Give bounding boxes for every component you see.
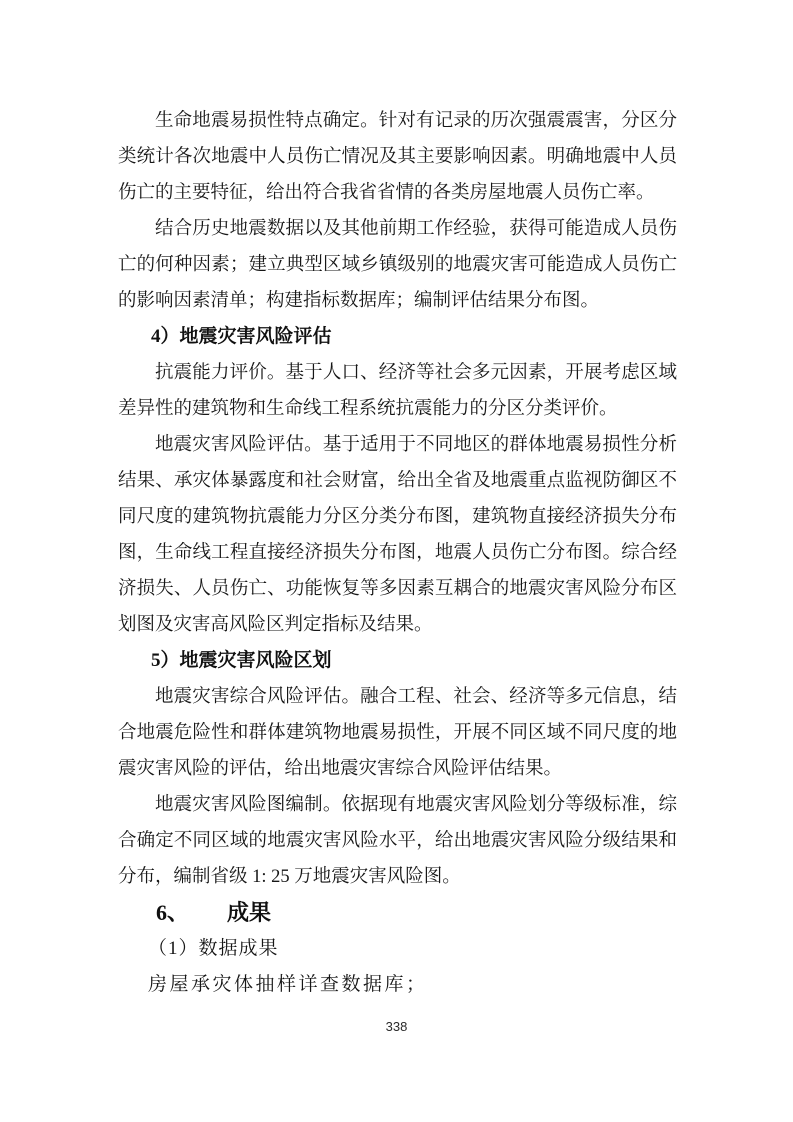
heading-5-earthquake-risk-zoning: 5）地震灾害风险区划 xyxy=(151,650,332,671)
page-content xyxy=(118,103,677,1003)
paragraph-comprehensive-risk-evaluation: 地震灾害综合风险评估。融合工程、社会、经济等多元信息，结合地震危险性和群体建筑物地震易损性，开展不同区域不同尺度的地震灾害风险的评估，给出地震灾害综合风险评估结果。 xyxy=(118,687,677,779)
heading-6-results xyxy=(118,895,677,931)
result-item-building-database: 房屋承灾体抽样详查数据库； xyxy=(148,974,428,995)
subheading-data-results: （1）数据成果 xyxy=(148,938,279,959)
heading-4-earthquake-risk-assessment: 4）地震灾害风险评估 xyxy=(151,326,332,347)
paragraph-risk-map-compilation: 地震灾害风险图编制。依据现有地震灾害风险划分等级标准，综合确定不同区域的地震灾害风险水平，给出地震灾害风险分级结果和分布，编制省级 1: 25 万地震灾害风险图。 xyxy=(118,795,677,887)
paragraph-historical-data: 结合历史地震数据以及其他前期工作经验，获得可能造成人员伤亡的何种因素；建立典型区域乡镇级别的地震灾害可能造成人员伤亡的影响因素清单；构建指标数据库；编制评估结果分布图。 xyxy=(118,219,677,311)
heading-6-number: 6、 xyxy=(156,900,190,925)
paragraph-seismic-capacity-evaluation: 抗震能力评价。基于人口、经济等社会多元因素，开展考虑区域差异性的建筑物和生命线工程系统抗震能力的分区分类评价。 xyxy=(118,363,677,419)
paragraph-risk-assessment-detail: 地震灾害风险评估。基于适用于不同地区的群体地震易损性分析结果、承灾体暴露度和社会财富，给出全省及地震重点监视防御区不同尺度的建筑物抗震能力分区分类分布图，建筑物直接经济损失分布图，生命线工程直接经济损失分布图，地震人员伤亡分布图。综合经济损失、人员伤亡、功能恢复等多因素互耦合的地震灾害风险分布区划图及灾害高风险区判定指标及结果。 xyxy=(118,435,677,635)
page-number: 338 xyxy=(385,1019,408,1034)
heading-6-title: 成果 xyxy=(227,900,272,925)
paragraph-life-vulnerability: 生命地震易损性特点确定。针对有记录的历次强震震害，分区分类统计各次地震中人员伤亡情况及其主要影响因素。明确地震中人员伤亡的主要特征，给出符合我省省情的各类房屋地震人员伤亡率。 xyxy=(118,111,677,203)
